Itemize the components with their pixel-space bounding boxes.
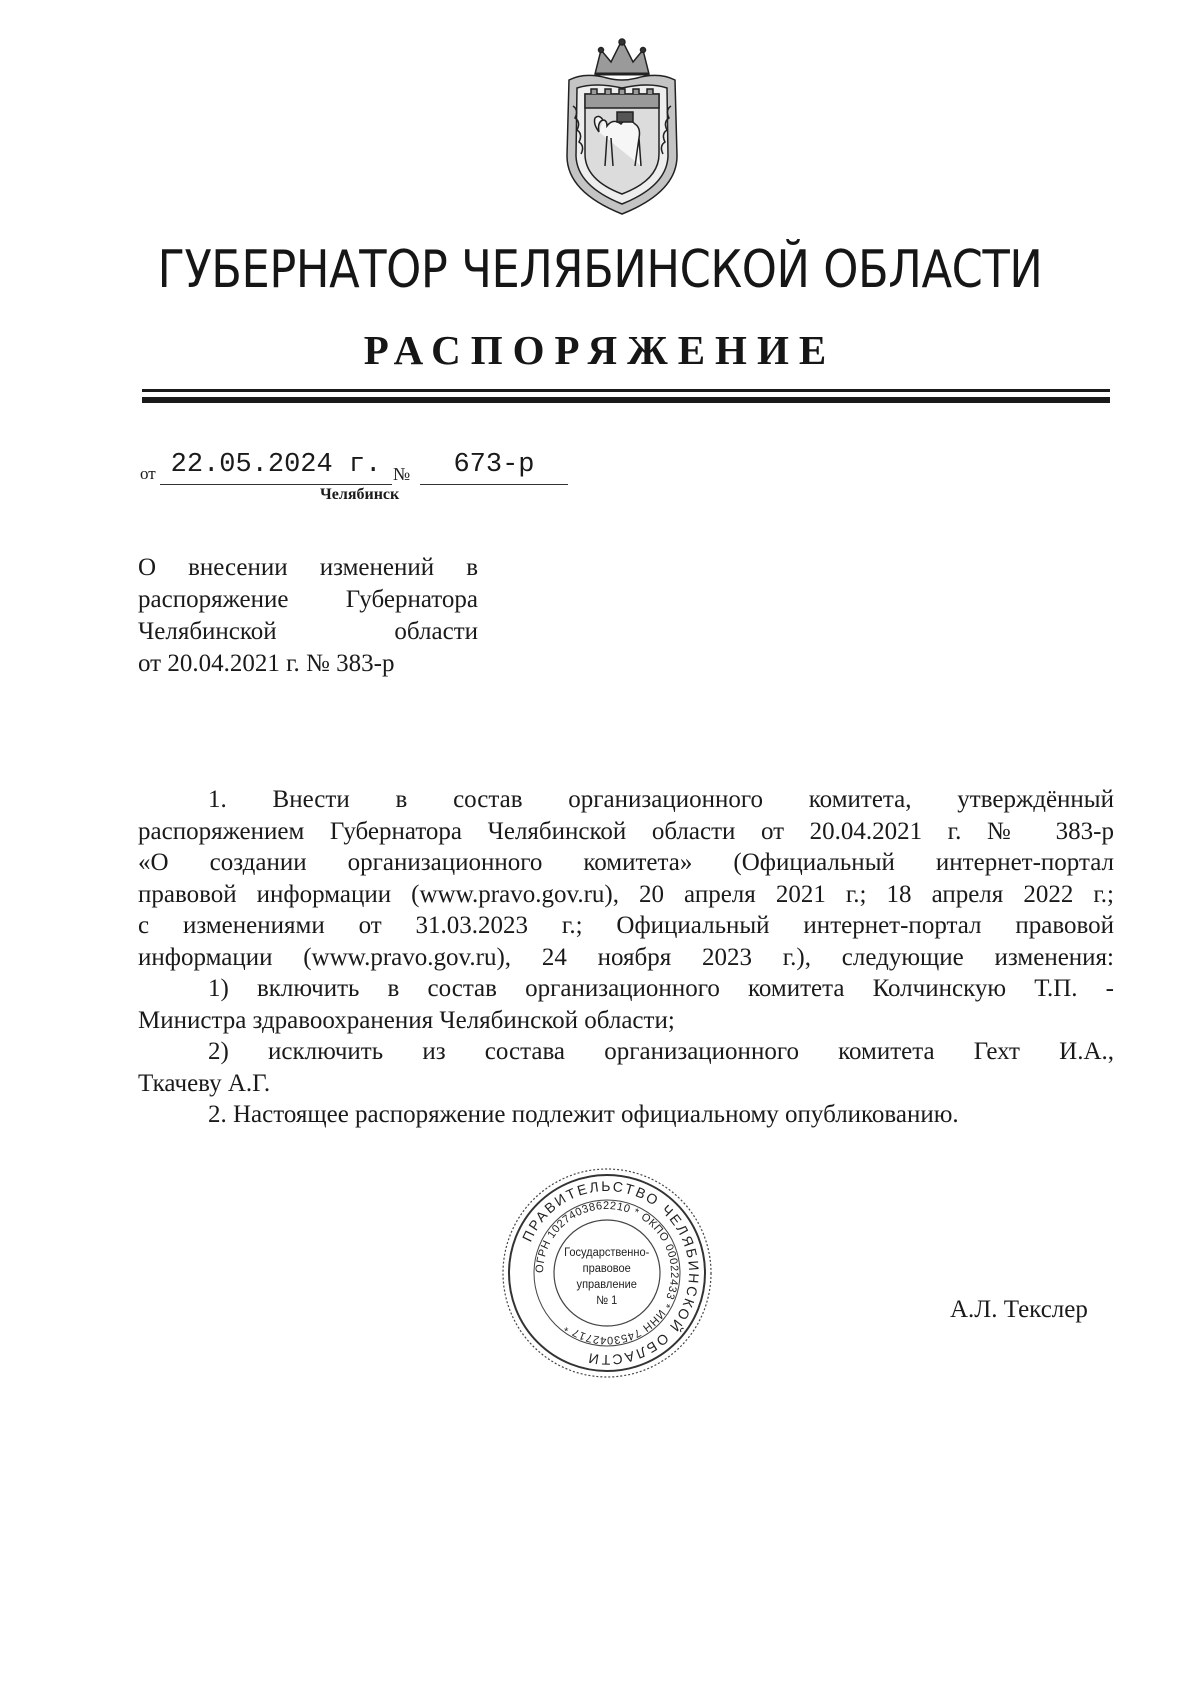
document-type-title: РАСПОРЯЖЕНИЕ (363, 327, 837, 373)
stamp-center-line: управление (576, 1278, 637, 1292)
subject-line: от 20.04.2021 г. № 383-р (138, 650, 395, 677)
issuing-authority-title: ГУБЕРНАТОР ЧЕЛЯБИНСКОЙ ОБЛАСТИ (157, 240, 1043, 300)
document-body (138, 784, 1114, 1131)
body-line: 2. Настоящее распоряжение подлежит официальному опубликованию. (208, 1101, 959, 1128)
body-line: Министра здравоохранения Челябинской области; (138, 1006, 675, 1034)
body-line: «О создании организационного комитета» (Официальный интернет-портал (138, 849, 1114, 876)
document-subject (138, 552, 478, 680)
stamp-outer-text: ПРАВИТЕЛЬСТВО ЧЕЛЯБИНСКОЙ ОБЛАСТИ (518, 1177, 703, 1369)
document-number: 673-р (453, 450, 535, 480)
body-line: 1. Внести в состав организационного комитета, утверждённый (208, 786, 1114, 813)
number-prefix-label: № (393, 464, 411, 484)
coat-of-arms-emblem (555, 36, 689, 220)
subject-line: О внесении изменений в (138, 554, 478, 581)
body-line: правовой информации (www.pravo.gov.ru), 20 апреля 2021 г.; 18 апреля 2022 г.; (138, 880, 1114, 908)
subject-line: Челябинской области (138, 618, 478, 645)
body-line: Ткачеву А.Г. (138, 1069, 271, 1097)
header-rule-thin (142, 389, 1110, 392)
subject-line: распоряжение Губернатора (138, 586, 478, 613)
body-line: информации (www.pravo.gov.ru), 24 ноября 2023 г.), следующие изменения: (138, 943, 1114, 971)
body-line: 2) исключить из состава организационного комитета Гехт И.А., (208, 1038, 1114, 1065)
number-underline (420, 484, 568, 485)
date-underline (160, 484, 392, 485)
stamp-ring-text: ОГРН 1027403862210 * ОКПО 00022433 * ИНН 7453042717 * (533, 1199, 681, 1347)
stamp-center-line: № 1 (596, 1294, 618, 1308)
document-date: 22.05.2024 г. (170, 450, 382, 480)
date-prefix-label: от (140, 464, 156, 483)
official-stamp (500, 1166, 714, 1380)
header-rule-thick (142, 397, 1110, 403)
stamp-center-line: Государственно- (564, 1246, 650, 1260)
body-line: с изменениями от 31.03.2023 г.; Официальный интернет-портал правовой (138, 912, 1114, 939)
stamp-center-line: правовое (582, 1262, 631, 1276)
body-line: 1) включить в состав организационного комитета Колчинскую Т.П. - (208, 975, 1114, 1002)
signer-name: А.Л. Текслер (950, 1296, 1088, 1323)
city-label: Челябинск (320, 486, 400, 503)
body-line: распоряжением Губернатора Челябинской области от 20.04.2021 г. № 383-р (138, 817, 1114, 845)
